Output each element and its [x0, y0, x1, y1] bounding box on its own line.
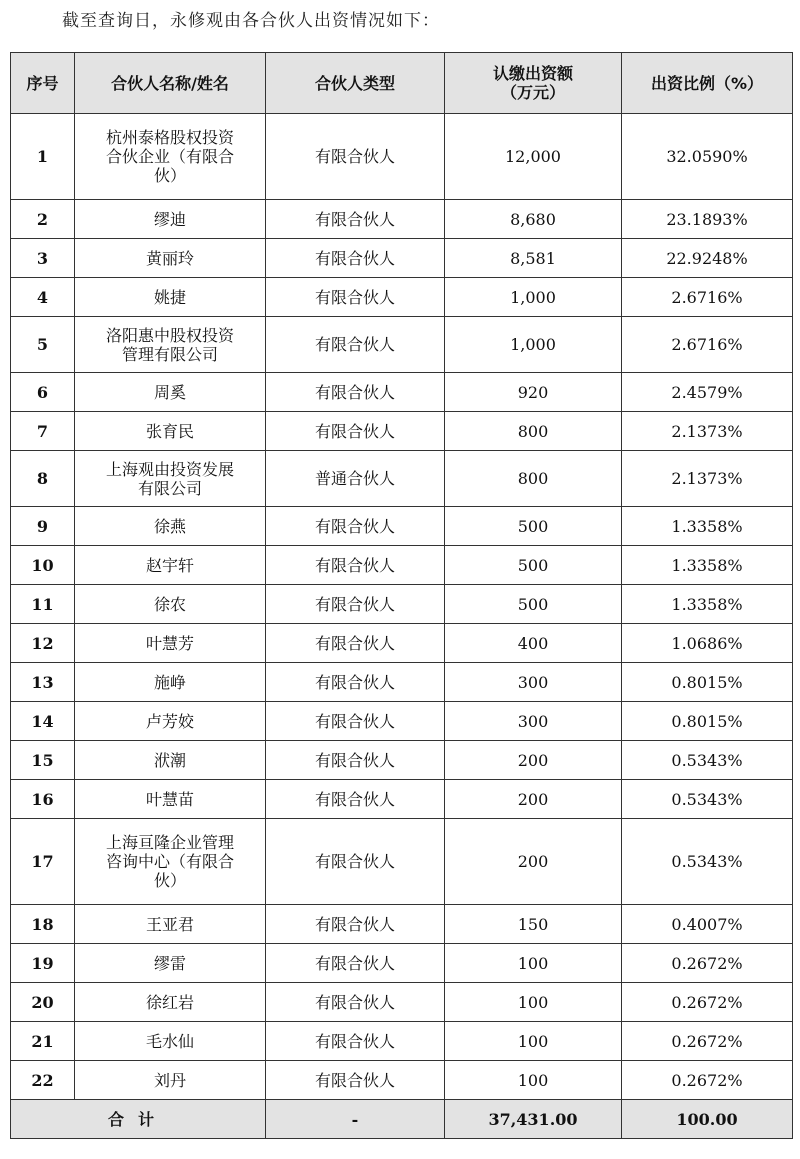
table-row — [11, 819, 793, 905]
row-ratio: 0.2672% — [622, 1061, 793, 1100]
table-row — [11, 905, 793, 944]
row-type: 有限合伙人 — [266, 200, 445, 239]
total-type: - — [266, 1100, 445, 1139]
row-seq: 21 — [11, 1022, 75, 1061]
row-amount: 8,581 — [445, 239, 622, 278]
row-type: 有限合伙人 — [266, 905, 445, 944]
row-amount: 1,000 — [445, 317, 622, 373]
row-type: 有限合伙人 — [266, 278, 445, 317]
row-name-line: 缪迪 — [153, 209, 186, 229]
row-type: 有限合伙人 — [266, 624, 445, 663]
table-row — [11, 1061, 793, 1100]
row-name-line: 刘丹 — [153, 1070, 186, 1090]
row-name-line: 伙） — [153, 166, 186, 185]
row-seq: 22 — [11, 1061, 75, 1100]
row-amount: 300 — [445, 663, 622, 702]
header-type: 合伙人类型 — [266, 53, 445, 114]
row-seq: 9 — [11, 507, 75, 546]
row-name-line: 徐燕 — [153, 516, 186, 536]
row-name-line: 上海观由投资发展 — [105, 459, 234, 479]
row-name-line: 王亚君 — [145, 914, 194, 934]
row-type: 有限合伙人 — [266, 983, 445, 1022]
row-type: 有限合伙人 — [266, 412, 445, 451]
row-amount: 200 — [445, 741, 622, 780]
row-name-line: 周奚 — [153, 382, 186, 402]
row-amount: 100 — [445, 1022, 622, 1061]
row-ratio: 2.1373% — [622, 451, 793, 507]
row-name-line: 徐红岩 — [145, 992, 194, 1012]
row-name-line: 管理有限公司 — [121, 344, 218, 364]
row-name-line: 张育民 — [145, 421, 194, 441]
row-ratio: 2.6716% — [622, 278, 793, 317]
row-ratio: 22.9248% — [622, 239, 793, 278]
row-name-line: 卢芳姣 — [145, 711, 194, 731]
row-amount: 100 — [445, 1061, 622, 1100]
row-name-line: 毛水仙 — [145, 1031, 194, 1051]
row-seq: 1 — [11, 114, 75, 200]
table-row — [11, 451, 793, 507]
row-type: 有限合伙人 — [266, 1022, 445, 1061]
partner-contribution-table — [10, 52, 793, 1139]
row-type: 有限合伙人 — [266, 239, 445, 278]
row-seq: 8 — [11, 451, 75, 507]
table-row — [11, 200, 793, 239]
row-type: 有限合伙人 — [266, 373, 445, 412]
row-name-line: 咨询中心（有限合 — [105, 852, 234, 871]
table-row — [11, 741, 793, 780]
row-ratio: 2.6716% — [622, 317, 793, 373]
row-amount: 8,680 — [445, 200, 622, 239]
row-amount: 200 — [445, 819, 622, 905]
row-ratio: 0.8015% — [622, 663, 793, 702]
row-name — [75, 780, 266, 819]
row-seq: 16 — [11, 780, 75, 819]
row-amount: 500 — [445, 585, 622, 624]
row-name-line: 叶慧苗 — [145, 789, 194, 809]
table-row — [11, 546, 793, 585]
row-amount: 920 — [445, 373, 622, 412]
total-label: 合计 — [11, 1100, 266, 1139]
row-name — [75, 412, 266, 451]
total-row — [11, 1100, 793, 1139]
row-amount: 100 — [445, 983, 622, 1022]
row-type: 普通合伙人 — [266, 451, 445, 507]
row-type: 有限合伙人 — [266, 780, 445, 819]
row-name — [75, 663, 266, 702]
row-seq: 15 — [11, 741, 75, 780]
row-name-line: 缪雷 — [153, 953, 186, 973]
row-amount: 800 — [445, 412, 622, 451]
header-name: 合伙人名称/姓名 — [75, 53, 266, 114]
table-body — [11, 114, 793, 1100]
table-header-row — [11, 53, 793, 114]
row-name — [75, 546, 266, 585]
row-amount: 500 — [445, 546, 622, 585]
row-seq: 12 — [11, 624, 75, 663]
row-type: 有限合伙人 — [266, 114, 445, 200]
row-name — [75, 507, 266, 546]
row-ratio: 23.1893% — [622, 200, 793, 239]
table-row — [11, 983, 793, 1022]
row-name — [75, 944, 266, 983]
table-row — [11, 317, 793, 373]
table-row — [11, 780, 793, 819]
total-amount: 37,431.00 — [445, 1100, 622, 1139]
row-ratio: 2.4579% — [622, 373, 793, 412]
header-amount — [445, 53, 622, 114]
row-type: 有限合伙人 — [266, 507, 445, 546]
row-amount: 200 — [445, 780, 622, 819]
row-name — [75, 1022, 266, 1061]
table-row — [11, 373, 793, 412]
header-ratio: 出资比例（%） — [622, 53, 793, 114]
row-seq: 20 — [11, 983, 75, 1022]
row-amount: 12,000 — [445, 114, 622, 200]
row-ratio: 0.5343% — [622, 819, 793, 905]
row-name — [75, 317, 266, 373]
row-type: 有限合伙人 — [266, 1061, 445, 1100]
table-row — [11, 507, 793, 546]
row-ratio: 32.0590% — [622, 114, 793, 200]
row-name — [75, 239, 266, 278]
row-ratio: 0.2672% — [622, 944, 793, 983]
table-row — [11, 1022, 793, 1061]
row-name-line: 有限公司 — [137, 478, 202, 498]
row-type: 有限合伙人 — [266, 741, 445, 780]
row-type: 有限合伙人 — [266, 585, 445, 624]
row-seq: 10 — [11, 546, 75, 585]
row-name — [75, 200, 266, 239]
row-name-line: 赵宇轩 — [145, 555, 194, 575]
row-name — [75, 983, 266, 1022]
row-amount: 800 — [445, 451, 622, 507]
row-name-line: 施峥 — [153, 672, 186, 692]
header-amount-line2: （万元） — [500, 83, 565, 102]
row-ratio: 0.5343% — [622, 741, 793, 780]
row-type: 有限合伙人 — [266, 663, 445, 702]
row-amount: 400 — [445, 624, 622, 663]
row-ratio: 1.3358% — [622, 546, 793, 585]
row-name — [75, 114, 266, 200]
row-name-line: 伙） — [153, 871, 186, 890]
row-name — [75, 451, 266, 507]
row-ratio: 0.2672% — [622, 983, 793, 1022]
row-ratio: 1.0686% — [622, 624, 793, 663]
row-name-line: 洑潮 — [153, 750, 186, 770]
row-name-line: 徐农 — [153, 594, 186, 614]
header-seq: 序号 — [11, 53, 75, 114]
row-type: 有限合伙人 — [266, 944, 445, 983]
row-ratio: 0.5343% — [622, 780, 793, 819]
row-seq: 18 — [11, 905, 75, 944]
row-name — [75, 585, 266, 624]
row-type: 有限合伙人 — [266, 702, 445, 741]
table-row — [11, 944, 793, 983]
table-row — [11, 114, 793, 200]
row-seq: 17 — [11, 819, 75, 905]
row-seq: 14 — [11, 702, 75, 741]
row-amount: 300 — [445, 702, 622, 741]
row-name — [75, 905, 266, 944]
table-row — [11, 624, 793, 663]
row-amount: 1,000 — [445, 278, 622, 317]
row-name-line: 姚捷 — [153, 287, 186, 307]
row-type: 有限合伙人 — [266, 546, 445, 585]
row-name-line: 杭州泰格股权投资 — [105, 128, 234, 147]
row-name — [75, 278, 266, 317]
table-row — [11, 702, 793, 741]
table-row — [11, 585, 793, 624]
header-amount-line1: 认缴出资额 — [492, 64, 573, 83]
table-row — [11, 412, 793, 451]
row-name-line: 叶慧芳 — [145, 633, 194, 653]
row-name — [75, 624, 266, 663]
row-name — [75, 702, 266, 741]
row-type: 有限合伙人 — [266, 819, 445, 905]
row-name-line: 洛阳惠中股权投资 — [105, 325, 234, 345]
row-amount: 100 — [445, 944, 622, 983]
row-name — [75, 373, 266, 412]
row-seq: 6 — [11, 373, 75, 412]
row-seq: 11 — [11, 585, 75, 624]
table-row — [11, 278, 793, 317]
row-seq: 4 — [11, 278, 75, 317]
row-name — [75, 819, 266, 905]
row-name — [75, 1061, 266, 1100]
row-seq: 2 — [11, 200, 75, 239]
row-ratio: 1.3358% — [622, 585, 793, 624]
row-amount: 500 — [445, 507, 622, 546]
table-row — [11, 663, 793, 702]
total-ratio: 100.00 — [622, 1100, 793, 1139]
row-ratio: 1.3358% — [622, 507, 793, 546]
row-ratio: 2.1373% — [622, 412, 793, 451]
row-name-line: 黄丽玲 — [145, 248, 194, 268]
row-ratio: 0.8015% — [622, 702, 793, 741]
row-ratio: 0.2672% — [622, 1022, 793, 1061]
row-seq: 7 — [11, 412, 75, 451]
row-type: 有限合伙人 — [266, 317, 445, 373]
row-seq: 19 — [11, 944, 75, 983]
row-seq: 13 — [11, 663, 75, 702]
table-row — [11, 239, 793, 278]
row-name-line: 合伙企业（有限合 — [105, 147, 234, 166]
row-ratio: 0.4007% — [622, 905, 793, 944]
row-seq: 5 — [11, 317, 75, 373]
intro-text: 截至查询日，永修观由各合伙人出资情况如下： — [62, 11, 440, 31]
row-seq: 3 — [11, 239, 75, 278]
row-name-line: 上海亘隆企业管理 — [105, 833, 234, 852]
row-amount: 150 — [445, 905, 622, 944]
row-name — [75, 741, 266, 780]
